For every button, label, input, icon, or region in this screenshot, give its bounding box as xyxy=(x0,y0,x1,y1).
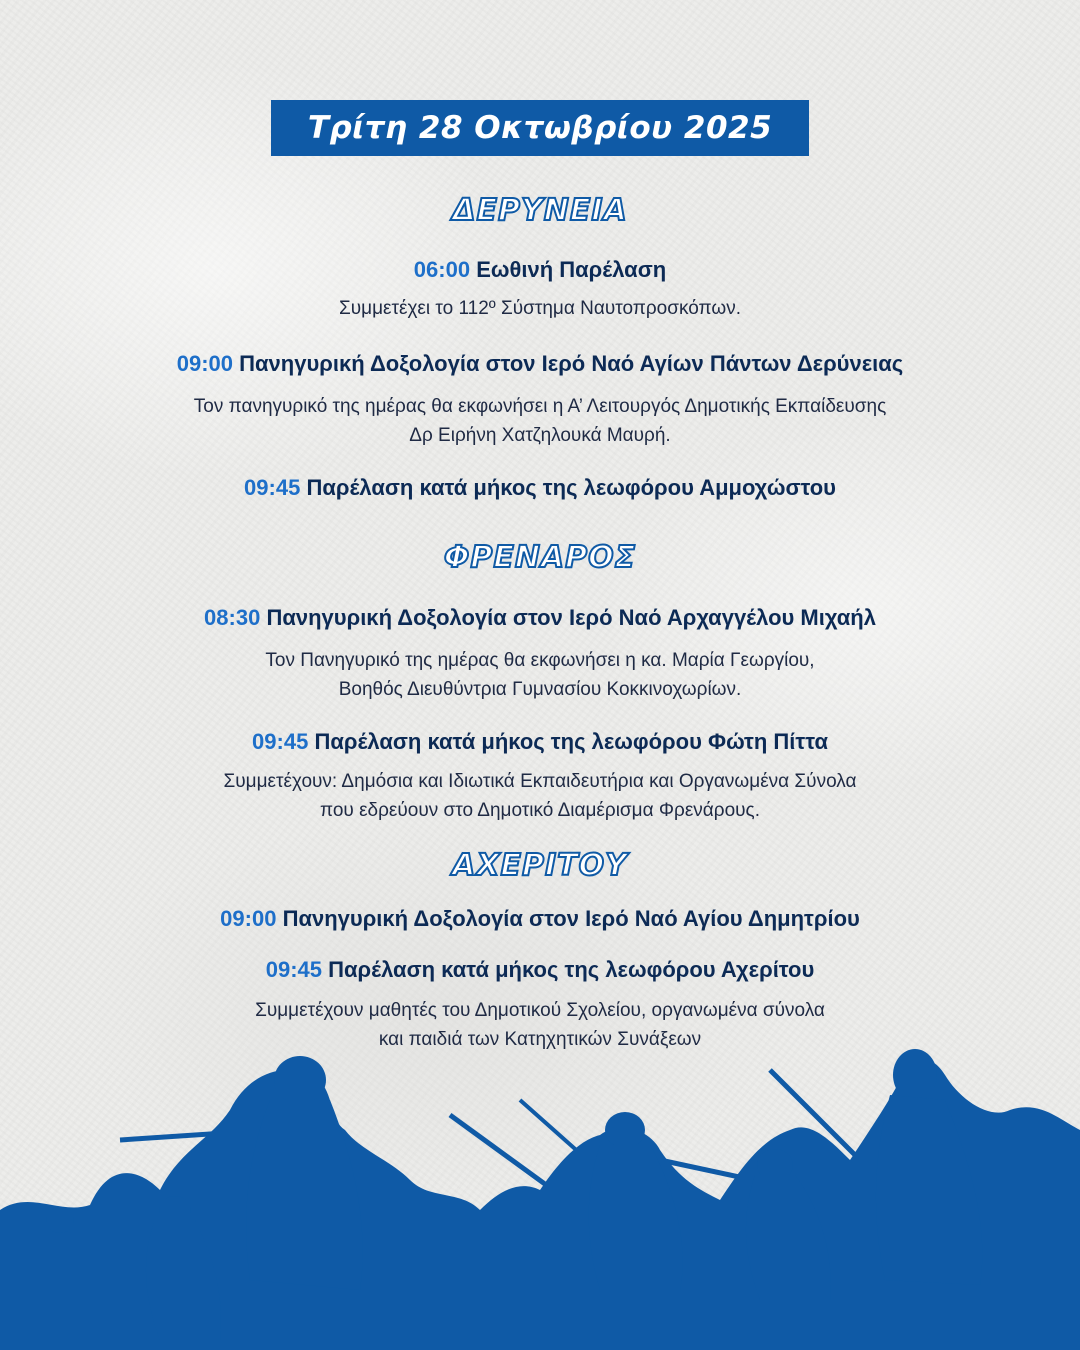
description-line: που εδρεύουν στο Δημοτικό Διαμέρισμα Φρενάρους. xyxy=(320,800,760,821)
event-description xyxy=(0,294,1080,323)
description-line: και παιδιά των Κατηχητικών Συνάξεων xyxy=(378,1029,702,1050)
description-line: Συμμετέχουν: Δημόσια και Ιδιωτικά Εκπαιδευτήρια και Οργανωμένα Σύνολα xyxy=(223,771,857,792)
event-title xyxy=(0,729,1080,755)
event-time: 09:00 xyxy=(176,351,234,376)
event-description xyxy=(0,767,1080,825)
event-time: 09:45 xyxy=(252,729,309,754)
event-title xyxy=(0,257,1080,283)
event-time: 08:30 xyxy=(204,605,261,630)
event-name: Πανηγυρική Δοξολογία στον Ιερό Ναό Αγίων Πάντων Δερύνειας xyxy=(239,351,904,376)
description-line: Συμμετέχουν μαθητές του Δημοτικού Σχολείου, οργανωμένα σύνολα xyxy=(255,1000,825,1021)
event-name: Παρέλαση κατά μήκος της λεωφόρου Φώτη Πίττα xyxy=(314,729,828,754)
event-name: Εωθινή Παρέλαση xyxy=(476,257,667,282)
event-time: 06:00 xyxy=(413,257,471,282)
description-line: Δρ Ειρήνη Χατζηλουκά Μαυρή. xyxy=(409,425,671,446)
event-description xyxy=(0,392,1080,450)
event-title xyxy=(0,351,1080,377)
location-heading-deryneia: ΔΕΡΥΝΕΙΑ xyxy=(452,193,628,228)
event-title xyxy=(0,906,1080,932)
event-name: Πανηγυρική Δοξολογία στον Ιερό Ναό Αγίου Δημητρίου xyxy=(282,906,860,931)
event-time: 09:00 xyxy=(220,906,277,931)
event-title xyxy=(0,475,1080,501)
event-name: Πανηγυρική Δοξολογία στον Ιερό Ναό Αρχαγγέλου Μιχαήλ xyxy=(266,605,876,630)
description-line: Βοηθός Διευθύντρια Γυμνασίου Κοκκινοχωρίων. xyxy=(338,679,742,700)
event-name: Παρέλαση κατά μήκος της λεωφόρου Αμμοχώστου xyxy=(306,475,836,500)
date-banner: Τρίτη 28 Οκτωβρίου 2025 xyxy=(271,100,809,156)
event-title xyxy=(0,605,1080,631)
location-heading-frenaros: ΦΡΕΝΑΡΟΣ xyxy=(443,540,637,575)
description-line: Συμμετέχει το 112º Σύστημα Ναυτοπροσκόπων. xyxy=(338,298,741,319)
revolutionary-fighters-silhouette xyxy=(0,1040,1080,1350)
event-name: Παρέλαση κατά μήκος της λεωφόρου Αχερίτου xyxy=(328,957,815,982)
event-title xyxy=(0,957,1080,983)
event-time: 09:45 xyxy=(265,957,323,982)
description-line: Τον Πανηγυρικό της ημέρας θα εκφωνήσει η κα. Μαρία Γεωργίου, xyxy=(265,650,815,671)
description-line: Τον πανηγυρικό της ημέρας θα εκφωνήσει η Α’ Λειτουργός Δημοτικής Εκπαίδευσης xyxy=(193,396,887,417)
location-heading-acheritou: ΑΧΕΡΙΤΟΥ xyxy=(452,848,628,883)
event-description xyxy=(0,646,1080,704)
event-time: 09:45 xyxy=(244,475,301,500)
